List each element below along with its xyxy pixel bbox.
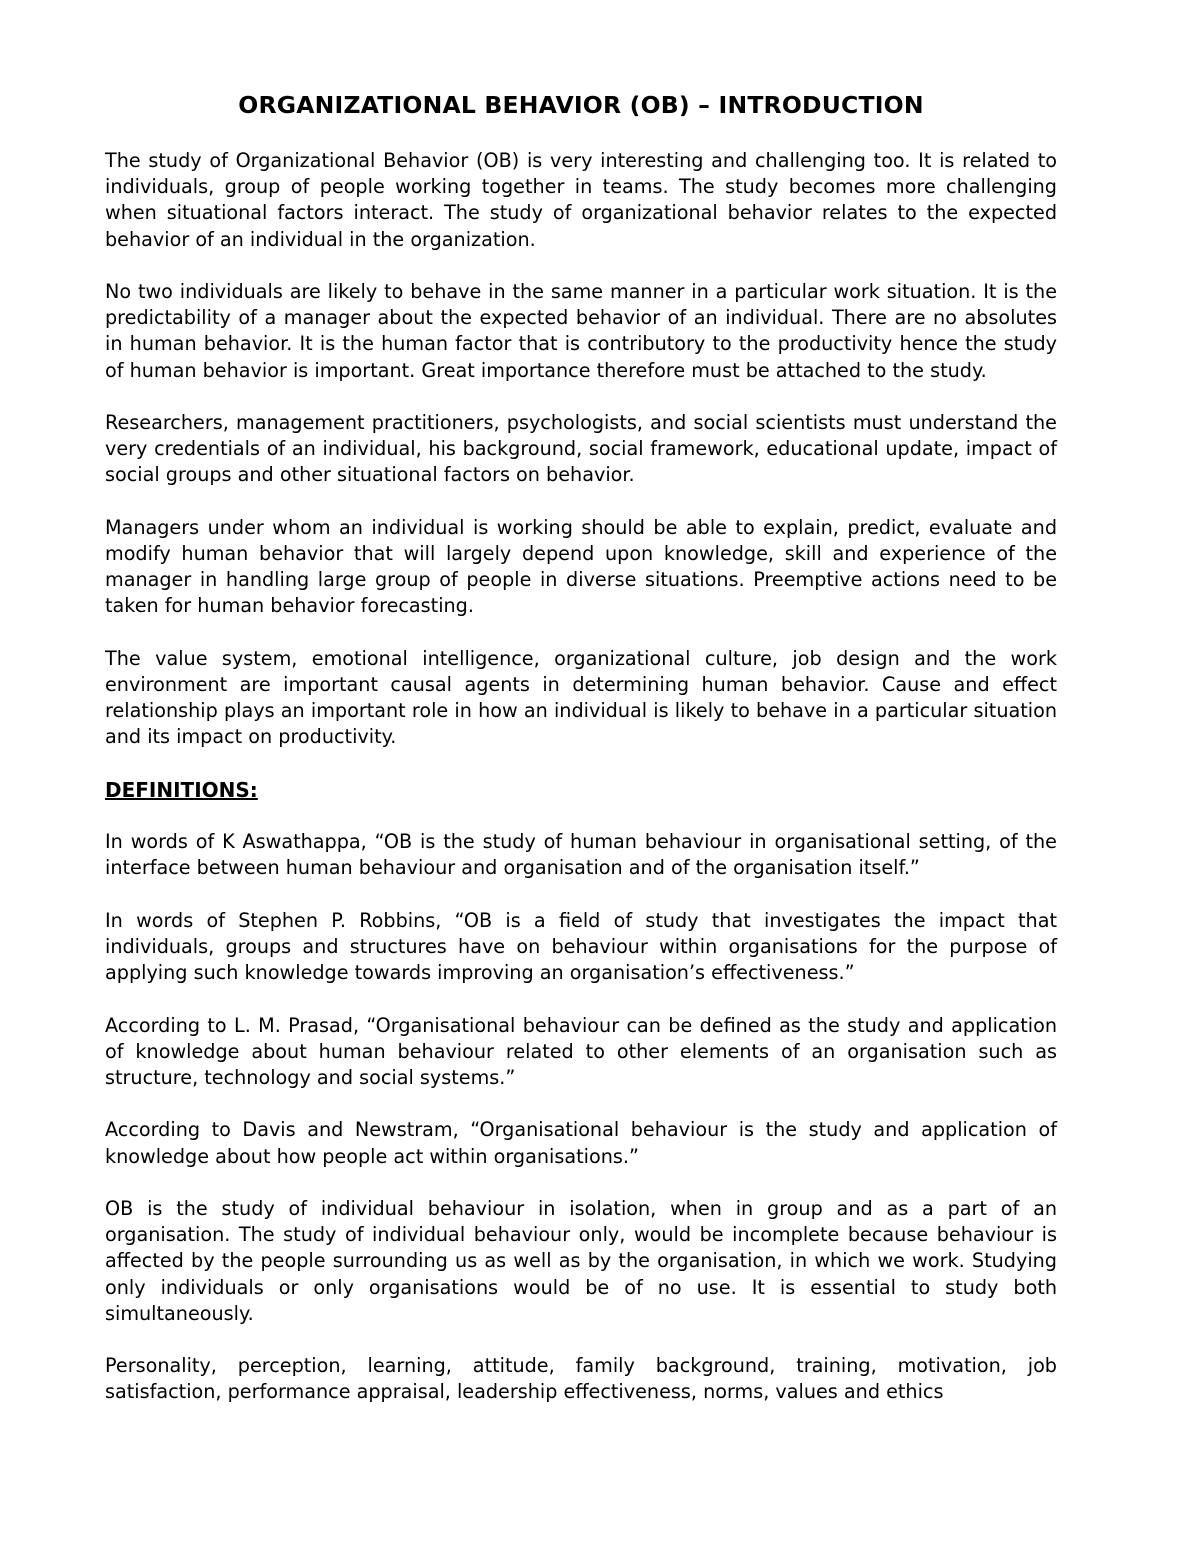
definition-paragraph-davis-newstram: According to Davis and Newstram, “Organisational behaviour is the study and application of knowledge about how people act within organisations.” [105,1118,1057,1168]
intro-paragraph-4: Managers under whom an individual is working should be able to explain, predict, evaluate and modify human behavior that will largely depend upon knowledge, skill and experience of the manager in handling large group of people in diverse situations. Preemptive actions need to be taken for human behavior forecasting. [105,515,1057,618]
definitions-heading: DEFINITIONS: [105,777,258,802]
document-title: ORGANIZATIONAL BEHAVIOR (OB) – INTRODUCTION [238,91,924,119]
intro-paragraph-3: Researchers, management practitioners, psychologists, and social scientists must understand the very credentials of an individual, his background, social framework, educational update, impact of social groups and other situational factors on behavior. [105,411,1057,487]
document-page [105,88,1057,1406]
definition-paragraph-robbins: In words of Stephen P. Robbins, “OB is a field of study that investigates the impact that individuals, groups and structures have on behaviour within organisations for the purpose of applying such knowledge towards improving an organisation’s effectiveness.” [105,908,1057,985]
intro-paragraph-1: The study of Organizational Behavior (OB) is very interesting and challenging too. It is related to individuals, group of people working together in teams. The study becomes more challenging when situational factors interact. The study of organizational behavior relates to the expected behavior of an individual in the organization. [105,149,1057,251]
ob-scope-paragraph: OB is the study of individual behaviour in isolation, when in group and as a part of an organisation. The study of individual behaviour only, would be incomplete because behaviour is affected by the people surrounding us as well as by the organisation, in which we work. Studying only individuals or only organisations would be of no use. It is essential to study both simultaneously. [105,1196,1057,1325]
intro-paragraph-5: The value system, emotional intelligence, organizational culture, job design and the work environment are important causal agents in determining human behavior. Cause and effect relationship plays an important role in how an individual is likely to behave in a particular situation and its impact on productivity. [105,646,1057,749]
definition-paragraph-aswathappa: In words of K Aswathappa, “OB is the study of human behaviour in organisational setting, of the interface between human behaviour and organisation and of the organisation itself.” [105,830,1057,880]
ob-factors-paragraph: Personality, perception, learning, attitude, family background, training, motivation, job satisfaction, performance appraisal, leadership effectiveness, norms, values and ethics [105,1354,1057,1404]
intro-paragraph-2: No two individuals are likely to behave in the same manner in a particular work situation. It is the predictability of a manager about the expected behavior of an individual. There are no absolutes in human behavior. It is the human factor that is contributory to the productivity hence the study of human behavior is important. Great importance therefore must be attached to the study. [105,280,1057,382]
definition-paragraph-prasad: According to L. M. Prasad, “Organisational behaviour can be defined as the study and application of knowledge about human behaviour related to other elements of an organisation such as structure, technology and social systems.” [105,1013,1057,1089]
